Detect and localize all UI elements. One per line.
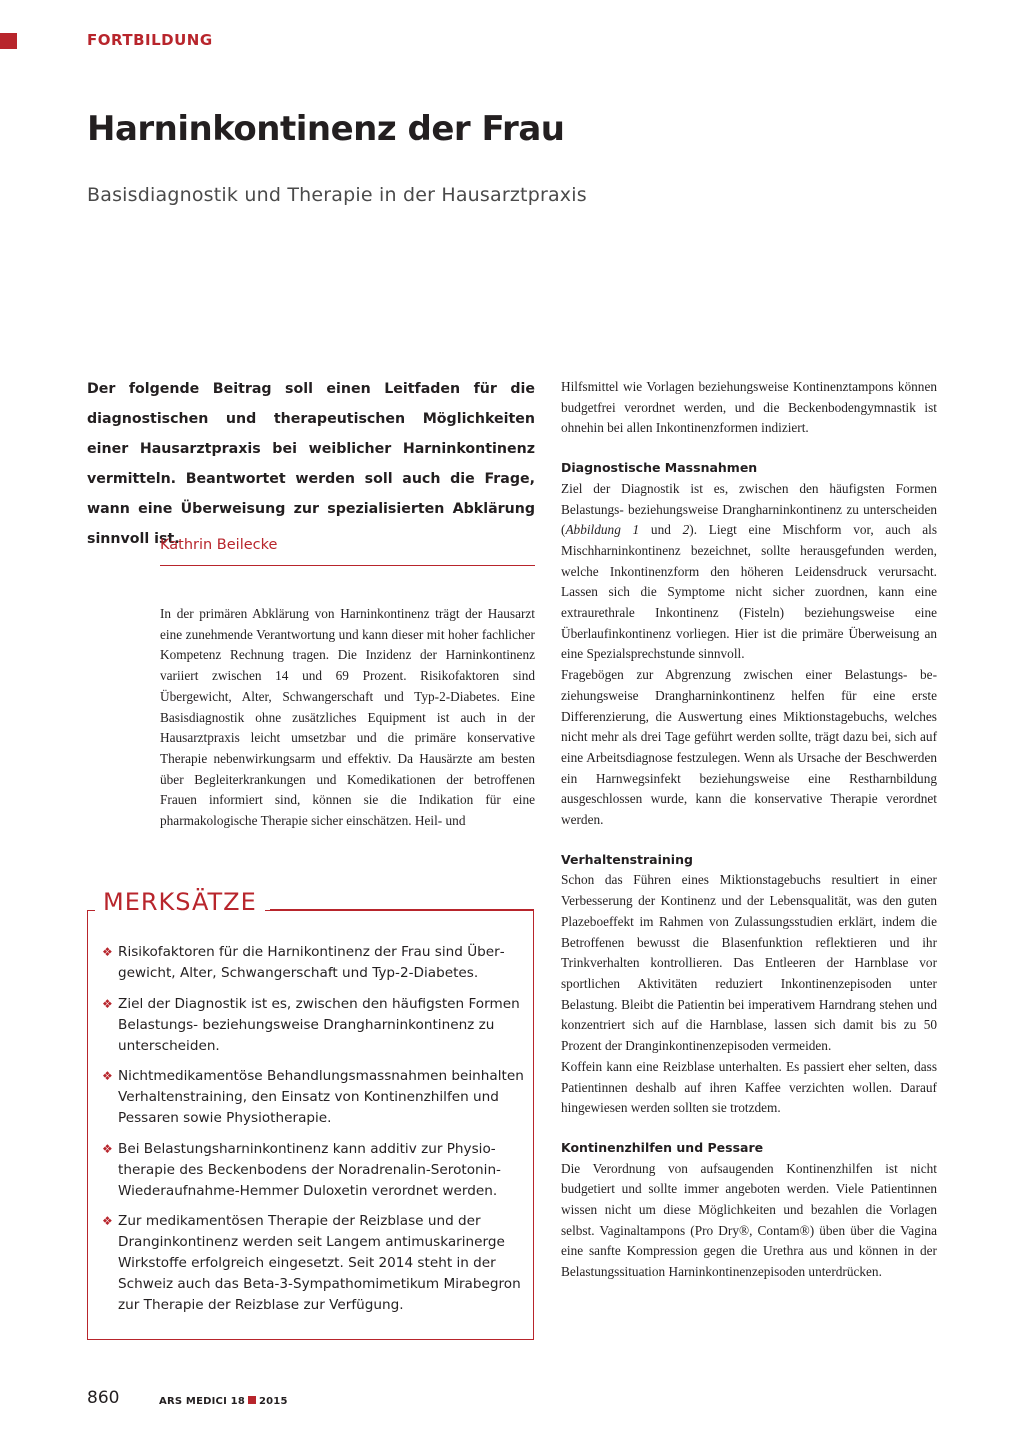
diamond-bullet-icon: ❖ [102,1214,113,1228]
figure-reference: 2 [682,522,690,538]
page-number: 860 [87,1388,120,1408]
right-column [561,377,937,1283]
merksatz-item [102,994,527,1057]
diamond-bullet-icon: ❖ [102,1069,113,1083]
merksaetze-heading: MERKSÄTZE [95,888,265,916]
article-lead: Der folgende Beitrag soll einen Leitfaden für die diagnostischen und therapeutischen Möglichkeiten einer Hausarztpraxis bei weiblicher Harninkontinenz vermitteln. Beantwortet werden soll auch die Frage, wann eine Überweisung zur spezialisierten Abklärung sinnvoll ist. [87,381,535,547]
diamond-bullet-icon: ❖ [102,945,113,959]
merksatz-item [102,1066,527,1129]
heading-diagnostische-massnahmen: Diagnostische Massnahmen [561,460,758,476]
journal-year: 2015 [258,1396,288,1407]
merksatz-text: Nichtmedikamentöse Behandlungsmassnahmen beinhalten Verhaltenstraining, den Einsatz von Kontinenzhilfen und Pessaren sowie Physiotherapie. [118,1068,524,1126]
paragraph-miktionstagebuch: Schon das Führen eines Miktionstagebuchs resultiert in einer Verbesserung der Kontinenz und der Lebensqualität, was den guten Plazeboeffekt im Rahmen von Zulassungsstudien erklärt, indem die Betroffenen bewusst die Blasenfunktion reflektieren und ihr Trinkverhalten kontrollieren. Das Entleeren der Harnblase vor sportlichen Aktivitäten reduziert Inkontinenzepisoden unter Belastung. Bleibt die Patientin bei imperativem Harndrang stehen und konzentriert sich auf die Harnblase, lassen sich damit bis zu 50 Prozent der Dranginkontinenzepisoden vermeiden. [561,872,937,1054]
merksatz-text: Ziel der Diagnostik ist es, zwischen den häufigsten Formen Belastungs- beziehungsweise Drangharninkontinenz zu unterscheiden. [118,995,520,1054]
paragraph-koffein: Koffein kann eine Reizblase unterhalten. Es passiert eher selten, dass Patientinnen deshalb auf ihren Kaffee verzichten wollen. Darauf hingewiesen werden sollten sie trotzdem. [561,1058,937,1116]
merksatz-item [102,942,527,984]
merksatz-text: Risikofaktoren für die Harnikontinenz der Frau sind Übergewicht, Alter, Schwangerschaft und Typ-2-Diabetes. [118,944,505,981]
merksaetze-rule [270,909,534,911]
paragraph-diagnostik-ziel: Ziel der Diagnostik ist es, zwischen den häufigsten Formen Belastungs- beziehungsweise Drangharninkontinenz zu unterscheiden (Abbildung 1 und 2). Liegt eine Mischform vor, auch als Mischharninkontinenz bezeichnet, sollte herausgefunden werden, welche Inkontinenzform den höheren Leidensdruck verursacht. Lassen sich die Symptome nicht sicher zuordnen, kann eine extraurethrale Inkontinenz (Fisteln) beziehungsweise eine Überlaufinkontinenz vorliegen. Hier ist die primäre Überweisung an eine Spezialsprechstunde sinnvoll. [561,480,938,662]
journal-name: ARS MEDICI 18 [159,1396,245,1407]
diamond-bullet-icon: ❖ [102,1141,113,1156]
intro-paragraph: In der primären Abklärung von Harninkontinenz trägt der Hausarzt eine zunehmende Verantwortung und kann dieser mit hoher fachlicher Kompetenz Rechnung tragen. Die Inzidenz der Harninkontinenz variiert zwischen 14 und 69 Prozent. Risikofaktoren sind Übergewicht, Alter, Schwangerschaft und Typ-2-Diabetes. Eine Basisdiagnostik ohne zusätzliches Equipment ist auch in der Hausarztpraxis leicht umsetzbar und die primäre konservative Therapie nebenwirkungsarm und effektiv. Da Hausärzte am besten über Begleiterkrankungen und Komedikationen der betroffenen Frauen informiert sind, können sie die Indikation für eine pharmakologische Therapie sicher einschätzen. Heil- und [160,606,535,829]
merksatz-text: Bei Belastungsharninkontinenz kann additiv zur Physiotherapie des Beckenbodens der Noradrenalin-Serotonin-Wiederaufnahme-Hemmer Duloxetin verordnet werden. [118,1140,501,1199]
paragraph-kontinenzhilfen: Die Verordnung von aufsaugenden Kontinenzhilfen ist nicht budgetiert und sollte immer angeboten werden. Viele Patientinnen wissen nicht um diese Möglichkeiten und bezahlen die Vorlagen selbst. Vaginaltampons (Pro Dry®, Contam®) üben über die Vagina eine sanfte Kompression gegen die Urethra aus und können in der Belastungssituation Harninkontinenzepisoden unterdrücken. [561,1160,937,1280]
paragraph-hilfsmittel: Hilfsmittel wie Vorlagen beziehungsweise Kontinenztampons können budgetfrei verordnet werden, und die Beckenbodengymnastik ist ohnehin bei allen Inkontinenzformen indiziert. [561,379,937,436]
journal-info [159,1396,288,1407]
journal-separator [248,1396,256,1404]
merksatz-item [102,1139,527,1202]
author-name: Kathrin Beilecke [160,537,278,553]
merksaetze-list [102,942,527,1326]
section-marker [0,33,17,49]
figure-reference: Abbildung 1 [565,522,640,538]
author-rule [160,537,535,566]
article-title: Harninkontinenz der Frau [87,109,565,149]
heading-verhaltenstraining: Verhaltenstraining [561,851,693,867]
merksatz-item [102,1211,527,1316]
merksatz-text: Zur medikamentösen Therapie der Reizblase und der Dranginkontinenz werden seit Langem antimuskarinerge Wirkstoffe erfolgreich eingesetzt. Seit 2014 steht in der Schweiz auch das Beta-3-Sympathomimetikum Mirabegron zur Therapie der Reizblase zur Verfügung. [118,1213,521,1313]
paragraph-frageboegen: Fragebögen zur Abgrenzung zwischen einer Belastungs- beziehungsweise Drangharninkontinenz helfen für eine erste Differenzierung, die Auswertung eines Miktionstagebuchs, welches nicht mehr als drei Tage geführt werden sollte, trägt dazu bei, sich auf eine Arbeitsdiagnose festzulegen. Wenn als Ursache der Beschwerden ein Harnwegsinfekt beziehungsweise eine Restharnbildung ausgeschlossen wurde, kann die konservative Therapie verordnet werden. [561,667,937,828]
heading-kontinenzhilfen: Kontinenzhilfen und Pessare [561,1139,764,1155]
diamond-bullet-icon: ❖ [102,996,113,1011]
article-subtitle: Basisdiagnostik und Therapie in der Hausarztpraxis [87,184,587,206]
section-label: FORTBILDUNG [87,31,213,49]
